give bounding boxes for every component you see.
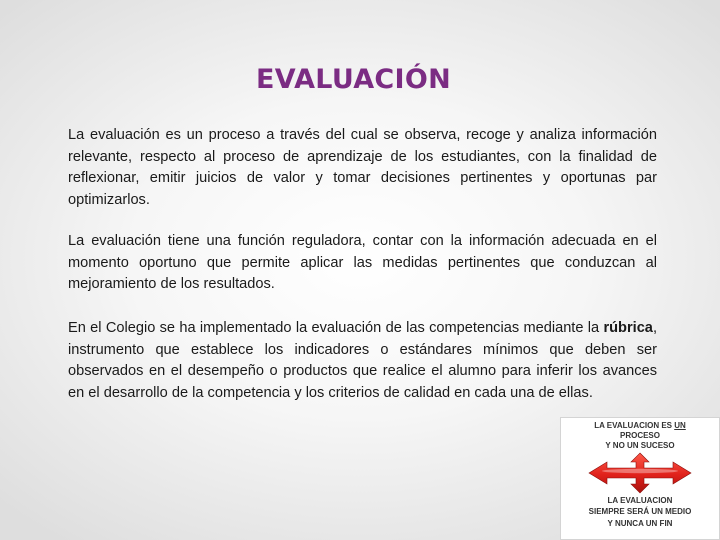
diagram-top-line-2: PROCESO (619, 431, 660, 440)
rubric-term: rúbrica (603, 320, 653, 336)
page-title: EVALUACIÓN (256, 64, 452, 95)
diagram-bottom-line-1: LA EVALUACION (607, 496, 673, 505)
paragraph-rubric-intro: En el Colegio se ha implementado la evaluación de las competencias mediante la (68, 320, 604, 336)
diagram-top-line-1 (561, 421, 719, 431)
diagram-bottom-line-3: Y NUNCA UN FIN (607, 519, 673, 528)
paragraph-definition: La evaluación es un proceso a través del cual se observa, recoge y analiza información relevante, respecto al proceso de aprendizaje de los estudiantes, con la finalidad de reflexionar, emitir juicios de valor y tomar decisiones pertinentes y oportunas par optimizarlos. (68, 127, 657, 208)
diagram-top-line-1-text: LA EVALUACION ES (594, 421, 675, 430)
diagram-bottom-line-2: SIEMPRE SERÁ UN MEDIO (588, 507, 692, 516)
arrow-highlight (602, 469, 678, 473)
four-way-arrow-icon (587, 451, 693, 495)
paragraph-rubric (68, 318, 657, 404)
diagram-top-line-1-underlined: UN (674, 421, 686, 430)
diagram-top-line-3: Y NO UN SUCESO (605, 441, 675, 450)
paragraph-rubric-rest: , instrumento que establece los indicadores o estándares mínimos que deben ser observados en el desempeño o productos que realice el alumno para inferir los avances en el desarrollo de la competencia y los criterios de calidad en cada una de ellas. (68, 320, 657, 401)
paragraph-function: La evaluación tiene una función reguladora, contar con la información adecuada en el momento oportuno que permite aplicar las medidas pertinentes que conduzcan al mejoramiento de los resultados. (68, 233, 657, 292)
evaluation-process-diagram (560, 417, 720, 540)
